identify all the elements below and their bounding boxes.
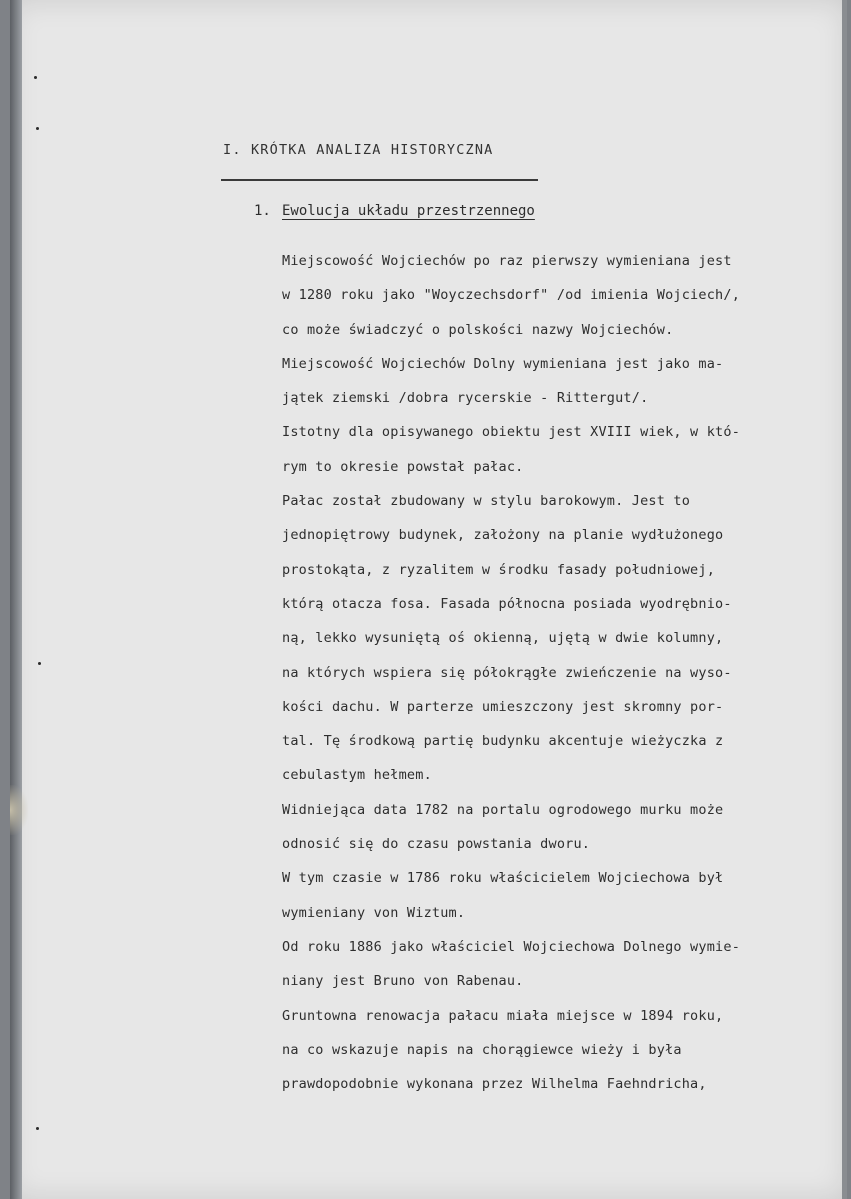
text-line: jątek ziemski /dobra rycerskie - Rittergut/. <box>282 390 649 407</box>
margin-dot <box>34 76 37 79</box>
text-line: Pałac został zbudowany w stylu barokowym. Jest to <box>282 493 691 510</box>
text-line: odnosić się do czasu powstania dworu. <box>282 836 591 853</box>
text-line: Gruntowna renowacja pałacu miała miejsce w 1894 roku, <box>282 1007 724 1024</box>
paper-left-shadow <box>10 0 22 1199</box>
subsection-title: Ewolucja układu przestrzennego <box>282 203 535 219</box>
text-line: ną, lekko wysuniętą oś okienną, ujętą w dwie kolumny, <box>282 630 724 647</box>
text-line: na których wspiera się półokrągłe zwieńczenie na wyso- <box>282 664 732 681</box>
body-text <box>282 244 851 1101</box>
heading-underline <box>221 179 538 181</box>
margin-dot <box>36 127 39 130</box>
text-line: prawdopodobnie wykonana przez Wilhelma Faehndricha, <box>282 1076 707 1093</box>
text-line: Miejscowość Wojciechów Dolny wymieniana jest jako ma- <box>282 355 724 372</box>
document-page <box>10 0 847 1199</box>
section-heading: I. KRÓTKA ANALIZA HISTORYCZNA <box>223 142 494 158</box>
text-line: na co wskazuje napis na chorągiewce wieży i była <box>282 1041 682 1058</box>
text-line: jednopiętrowy budynek, założony na planie wydłużonego <box>282 527 724 544</box>
text-line: W tym czasie w 1786 roku właścicielem Wojciechowa był <box>282 870 724 887</box>
margin-dot <box>38 662 41 665</box>
text-line: którą otacza fosa. Fasada północna posiada wyodrębnio- <box>282 595 732 612</box>
subsection-number: 1. <box>254 203 271 219</box>
margin-dot <box>36 1127 39 1130</box>
text-line: co może świadczyć o polskości nazwy Wojciechów. <box>282 321 674 338</box>
paper-stain <box>10 785 28 835</box>
text-line: niany jest Bruno von Rabenau. <box>282 973 524 990</box>
text-line: cebulastym hełmem. <box>282 767 432 784</box>
text-line: prostokąta, z ryzalitem w środku fasady południowej, <box>282 561 716 578</box>
text-line: rym to okresie powstał pałac. <box>282 458 524 475</box>
text-line: kości dachu. W parterze umieszczony jest skromny por- <box>282 698 724 715</box>
text-line: Od roku 1886 jako właściciel Wojciechowa Dolnego wymie- <box>282 938 741 955</box>
text-line: Miejscowość Wojciechów po raz pierwszy wymieniana jest <box>282 253 732 269</box>
text-line: w 1280 roku jako "Woyczechsdorf" /od imienia Wojciech/, <box>282 287 741 304</box>
text-line: Istotny dla opisywanego obiektu jest XVIII wiek, w któ- <box>282 424 741 441</box>
text-line: Widniejąca data 1782 na portalu ogrodowego murku może <box>282 801 724 818</box>
text-line: tal. Tę środkową partię budynku akcentuje wieżyczka z <box>282 733 724 750</box>
text-line: wymieniany von Wiztum. <box>282 904 466 921</box>
